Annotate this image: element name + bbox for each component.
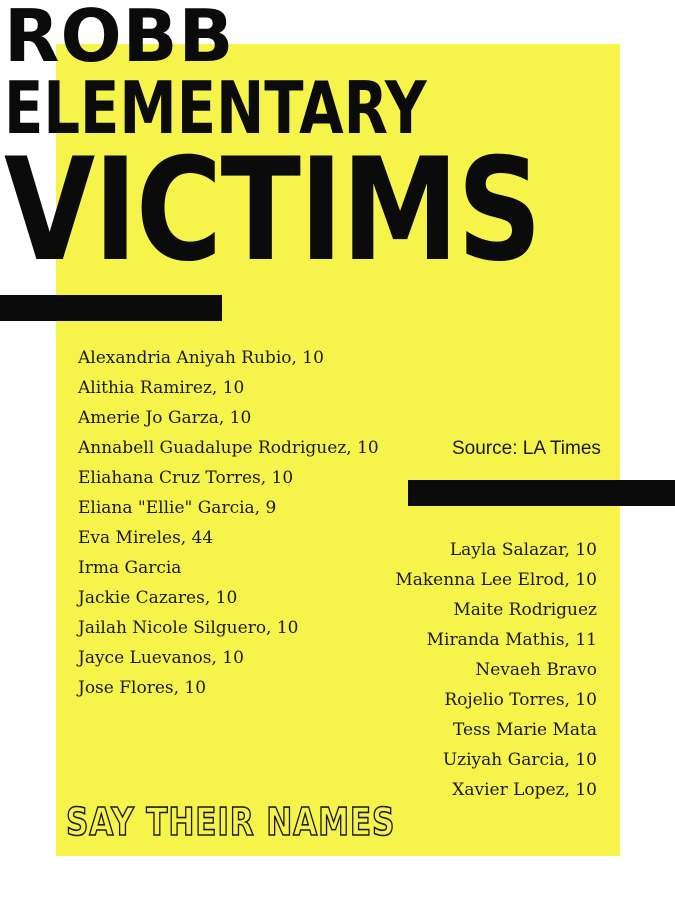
say-their-names-tagline: SAY THEIR NAMES: [66, 800, 396, 844]
victim-name: Nevaeh Bravo: [475, 660, 597, 680]
victim-name: Jackie Cazares, 10: [78, 588, 238, 608]
victim-name: Irma Garcia: [78, 558, 182, 578]
source-credit: Source: LA Times: [452, 438, 601, 459]
right-divider-bar: [408, 480, 675, 506]
victim-names-left-list: [78, 343, 379, 703]
victim-name: Eva Mireles, 44: [78, 528, 214, 548]
left-divider-bar: [0, 295, 222, 321]
victim-name: Jayce Luevanos, 10: [78, 648, 244, 668]
victim-name: Layla Salazar, 10: [449, 540, 597, 560]
title-line-victims: VICTIMS: [4, 128, 541, 293]
victim-names-right-list: [395, 535, 597, 805]
victim-name: Annabell Guadalupe Rodriguez, 10: [78, 438, 379, 458]
victim-name: Makenna Lee Elrod, 10: [395, 570, 597, 590]
victim-name: Xavier Lopez, 10: [452, 780, 597, 800]
victim-name: Jailah Nicole Silguero, 10: [78, 618, 299, 638]
victim-name: Alexandria Aniyah Rubio, 10: [78, 348, 324, 368]
title-line-robb: ROBB: [4, 0, 235, 78]
victim-name: Jose Flores, 10: [78, 678, 207, 698]
victim-name: Tess Marie Mata: [452, 720, 597, 740]
title-line-elementary: ELEMENTARY: [4, 66, 427, 150]
victim-name: Eliahana Cruz Torres, 10: [78, 468, 294, 488]
victim-name: Maite Rodriguez: [453, 600, 597, 620]
victim-name: Alithia Ramirez, 10: [78, 378, 245, 398]
victim-name: Uziyah Garcia, 10: [442, 750, 597, 770]
victim-name: Rojelio Torres, 10: [444, 690, 597, 710]
victim-name: Eliana "Ellie" Garcia, 9: [78, 498, 277, 518]
victim-name: Miranda Mathis, 11: [426, 630, 597, 650]
victim-name: Amerie Jo Garza, 10: [78, 408, 252, 428]
